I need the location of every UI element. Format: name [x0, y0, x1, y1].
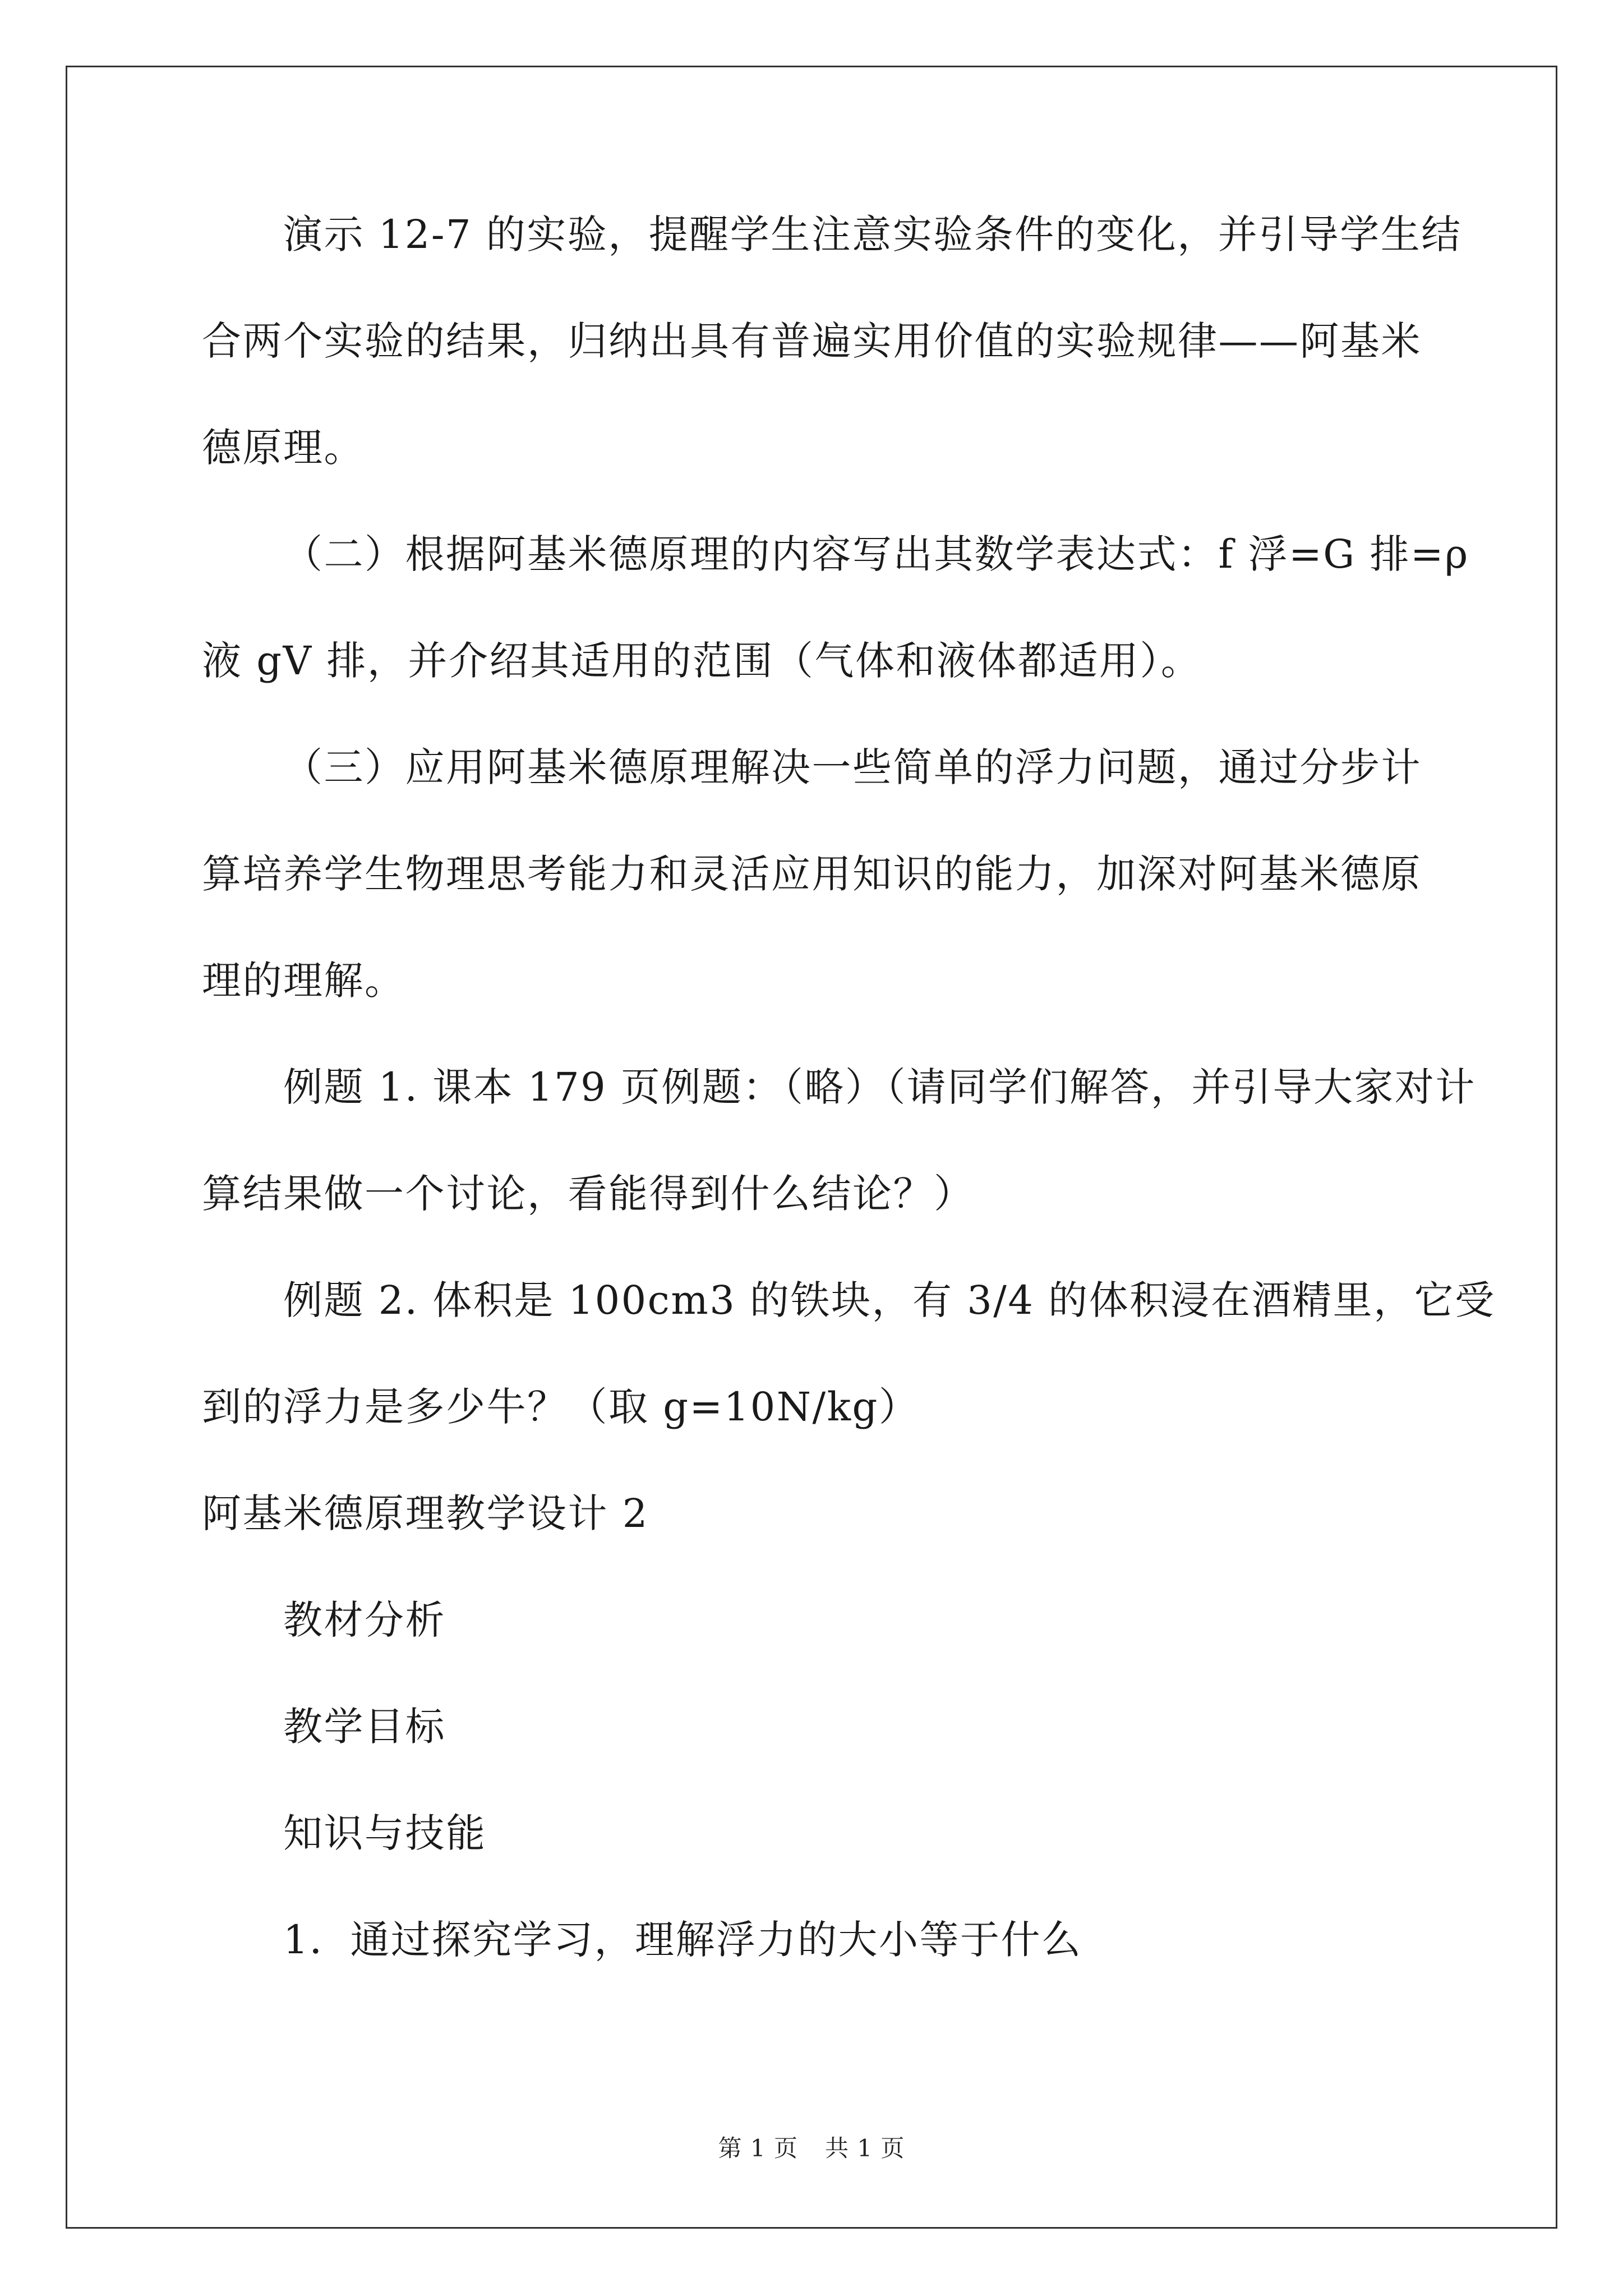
paragraph-3-line-3: 理的理解。 [202, 958, 405, 1004]
page-total: 共 1 页 [825, 2134, 905, 2162]
example-1-line-2: 算结果做一个讨论，看能得到什么结论？） [202, 1171, 975, 1217]
paragraph-1-line-3: 德原理。 [202, 425, 365, 471]
paragraph-2-line-1: （二）根据阿基米德原理的内容写出其数学表达式：f 浮=G 排=ρ [283, 531, 1469, 577]
paragraph-1-line-1: 演示 12-7 的实验，提醒学生注意实验条件的变化，并引导学生结 [283, 211, 1462, 257]
paragraph-3-line-1: （三）应用阿基米德原理解决一些简单的浮力问题，通过分步计 [283, 744, 1422, 790]
list-item-1: 1．通过探究学习，理解浮力的大小等于什么 [283, 1917, 1082, 1963]
example-2-line-2: 到的浮力是多少牛？（取 g=10N/kg） [202, 1384, 920, 1430]
paragraph-1-line-2: 合两个实验的结果，归纳出具有普遍实用价值的实验规律——阿基米 [202, 318, 1422, 364]
example-2-line-1: 例题 2. 体积是 100cm3 的铁块，有 3/4 的体积浸在酒精里，它受 [283, 1277, 1496, 1323]
section-title: 阿基米德原理教学设计 2 [202, 1490, 649, 1536]
page-footer [0, 2130, 1623, 2164]
heading-materials-analysis: 教材分析 [283, 1597, 446, 1643]
paragraph-2-line-2: 液 gV 排，并介绍其适用的范围（气体和液体都适用）。 [202, 638, 1202, 684]
page-number: 第 1 页 [718, 2134, 798, 2162]
heading-teaching-goals: 教学目标 [283, 1704, 446, 1750]
paragraph-3-line-2: 算培养学生物理思考能力和灵活应用知识的能力，加深对阿基米德原 [202, 851, 1422, 897]
page-border [66, 66, 1557, 2229]
example-1-line-1: 例题 1. 课本 179 页例题：（略）（请同学们解答，并引导大家对计 [283, 1064, 1476, 1110]
heading-knowledge-skills: 知识与技能 [283, 1810, 487, 1856]
